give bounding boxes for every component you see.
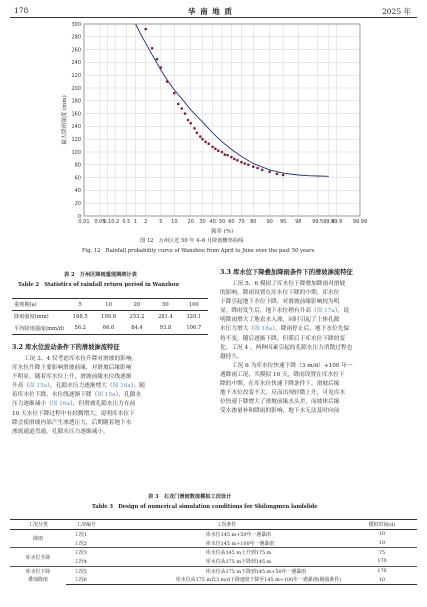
table-cell: 320.1 [186, 313, 202, 320]
table-cell: 100 [180, 299, 208, 311]
y-tick-label: 240 [71, 60, 81, 67]
figure-link[interactable]: 图 16a [112, 383, 131, 390]
table-cell: 199.8 [101, 313, 117, 320]
data-point [244, 162, 247, 165]
x-tick-label: 99.5 [312, 219, 324, 225]
table3-title-cn: 表 3 石龙门滑坡数值模拟工况设计 [148, 494, 232, 500]
table-header-cell: 工况分类 [10, 520, 66, 530]
text-line [220, 307, 417, 316]
text-span: ）；随 [130, 383, 145, 390]
table-row [10, 539, 417, 548]
data-point [184, 112, 187, 115]
table-header-row [12, 299, 208, 311]
data-point [276, 173, 279, 176]
data-point [268, 171, 271, 174]
table-cell: 56.2 [66, 323, 94, 335]
page-year: 2025 年 [382, 7, 411, 16]
y-axis-label: 最大降雨强度 (mm) [62, 95, 68, 145]
table-row [10, 575, 417, 584]
x-tick-label: 95 [279, 219, 287, 225]
table-cell: 平均降雨强度(mm/d) [12, 323, 66, 335]
x-tick-label: 0.1 [103, 219, 112, 225]
y-tick-label: 60 [74, 175, 81, 182]
data-point [181, 107, 184, 110]
text-line: 降的中期。在库水位快速下降条件下，滑坡后缘 [220, 381, 340, 388]
table-cell: 10 [378, 540, 386, 547]
text-line: 位快速下降增大了滑坡前缘水头差，而坡体后缘 [220, 399, 340, 406]
text-line: 工况 5、6 模拟了库水位下降叠加降雨对滑坡 [232, 281, 346, 287]
figure-link[interactable]: 图 18a [254, 326, 273, 333]
text-span: ），但滑坡孔隙水压力在前 [69, 401, 136, 408]
table-row [12, 323, 208, 335]
table2-title-cn: 表 2 万州区降雨重现期统计表 [64, 272, 137, 278]
y-tick-label: 260 [71, 47, 81, 54]
x-tick-label: 40 [209, 219, 216, 225]
text-span: ），孔隙水压力逐渐增大（ [47, 383, 113, 390]
y-tick-label: 220 [71, 73, 81, 79]
figure-link[interactable]: 图 15a [97, 392, 116, 399]
table-cell: 50 [151, 299, 179, 311]
table-cell: 工况1 [74, 531, 87, 538]
data-point [224, 153, 227, 156]
data-point [247, 164, 250, 167]
rainfall-probability-chart [0, 0, 427, 240]
data-point [252, 165, 255, 168]
table-cell: 库水位从175 m以3 m/d下降速度下降至145 m+100年一遇暴雨(极端条件) [106, 575, 347, 584]
table-header-cell: 工况条件 [106, 520, 347, 530]
data-point [230, 156, 233, 159]
table2 [12, 298, 208, 335]
table-cell: 工况2 [74, 540, 87, 547]
y-tick-label: 40 [74, 188, 81, 195]
figure-link[interactable]: 图 17a [316, 308, 335, 315]
data-point [199, 135, 202, 138]
y-tick-label: 100 [71, 149, 81, 156]
table-cell: 10 [378, 531, 386, 538]
text-line: 渗流通道贯通，孔隙水压力逐渐减小。 [12, 428, 109, 435]
y-tick-label: 160 [71, 111, 81, 118]
table-row [10, 566, 417, 575]
data-point [193, 127, 196, 130]
table-row [12, 311, 208, 323]
text-line: 不明显。随着库水位上升，滑坡前缘水位线逐渐 [12, 374, 132, 381]
data-point [256, 167, 259, 170]
fitted-curve-line [136, 24, 329, 176]
x-axis-label: 频率 (%) [210, 229, 234, 235]
x-tick-label: 30 [199, 219, 206, 225]
data-point [214, 148, 217, 151]
x-tick-label: 0.2 [111, 219, 120, 225]
table-cell: 281.4 [157, 313, 173, 320]
text-line: 下降引起地下水位下降，对滑坡前缘影响较为明 [220, 299, 340, 306]
text-line: 明降雨增大了地表水入渗，同时引起了土体孔隙 [220, 317, 340, 324]
x-tick-label: 0.01 [78, 219, 90, 225]
data-point [204, 141, 207, 144]
table-cell: 84.4 [123, 323, 151, 335]
data-point [189, 122, 192, 125]
text-line: 受水渗量补和降雨的影响，地下水无法及时向前 [220, 408, 340, 415]
text-span: 水压力增大（ [220, 326, 255, 333]
data-point [201, 138, 204, 141]
text-line: 地下水位改变不大，反而出现轻微上升，可见库水 [220, 390, 346, 397]
x-tick-label: 0.05 [94, 219, 106, 225]
x-tick-label: 99.8 [323, 219, 335, 225]
x-tick-label: 98 [295, 219, 302, 225]
data-point [236, 159, 239, 162]
text-line: 库水位升降主要影响滑坡前缘，对滑坡后缘影响 [12, 365, 132, 372]
x-tick-label: 5 [159, 219, 163, 225]
y-tick-label: 120 [71, 137, 81, 143]
table-cell: 工况5 [66, 566, 106, 575]
table-cell: 10 [347, 575, 417, 584]
table-cell: 5 [66, 299, 94, 311]
table-header-row [10, 520, 417, 530]
data-point [156, 58, 159, 61]
text-span: ），说 [334, 308, 350, 315]
x-tick-label: 1 [134, 219, 138, 225]
section-3-3-heading: 3.3 库水位下降叠加降雨条件下的滑坡渗流特征 [220, 269, 353, 276]
data-point [226, 154, 229, 157]
x-tick-label: 99.9 [331, 219, 343, 225]
data-point [144, 28, 147, 31]
y-tick-label: 300 [71, 21, 81, 28]
data-point [196, 132, 199, 135]
data-point [261, 169, 264, 172]
data-point [211, 146, 214, 149]
text-span: 压力逐渐减小（ [12, 401, 52, 408]
data-point [240, 161, 243, 164]
text-line [12, 382, 208, 391]
table3-title-en: Table 3 Design of numerical simulation conditions for Shilongmen landslide [92, 504, 318, 510]
data-point [217, 149, 220, 152]
journal-title: 华 南 地 质 [188, 7, 233, 16]
table-cell: 库水位从175 m下降到145 m [206, 558, 272, 565]
table-cell: 10 [94, 299, 122, 311]
x-tick-label: 10 [171, 219, 178, 225]
text-span: ）。降雨停止后，地下水位先保 [272, 326, 350, 333]
table-cell: 106.7 [180, 323, 208, 335]
figure-link[interactable]: 图 16a [51, 401, 70, 408]
text-line: 化。工况 4 ，两种因素引起的孔隙水压力消散过程也 [220, 344, 353, 351]
table-cell: 66.6 [94, 323, 122, 335]
x-tick-label: 50 [218, 219, 226, 225]
text-line: 越持久。 [220, 353, 243, 360]
x-tick-label: 80 [250, 219, 257, 225]
y-tick-label: 200 [71, 85, 81, 92]
text-line: 持不变，随后逐渐下降，但滞后于库水位下降的变 [220, 335, 346, 342]
data-point [151, 47, 154, 50]
table-cell: 降雨 [33, 536, 43, 543]
text-span: 显。降雨发生后，地下水位稍有升高（ [220, 308, 317, 315]
table-header-cell: 模拟时间(d) [347, 520, 417, 530]
table2-title-en: Table 2 Statistics of rainfall return period in Wanzhou [18, 282, 179, 288]
table-cell: 工况6 [66, 575, 106, 584]
text-line: 的影响，降雨设置在库水位下降的中期。库水位 [220, 290, 340, 297]
data-point [207, 142, 210, 145]
x-tick-label: 20 [187, 219, 194, 225]
table-cell: 库水位从175 m下降到145 m+50年一遇暴雨 [106, 566, 347, 575]
x-tick-label: 90 [266, 219, 273, 225]
section-3-3-body [220, 280, 417, 416]
table-cell: 253.2 [129, 313, 145, 320]
text-line: 遇降雨工况，共模拟 10 天，降雨设置在库水位下 [220, 371, 345, 378]
text-line [12, 391, 208, 400]
y-tick-label: 140 [71, 124, 81, 131]
data-point [233, 158, 236, 161]
table-cell: 93.8 [151, 323, 179, 335]
text-line [220, 325, 417, 334]
table-cell: 工况3 [66, 548, 106, 557]
text-line [12, 400, 208, 409]
data-point [177, 103, 180, 106]
y-tick-label: 180 [71, 98, 81, 105]
y-tick-label: 280 [71, 34, 81, 41]
table-cell: 库水位下降 叠加降雨 [10, 566, 66, 584]
table-header-cell: 工况编号 [66, 520, 106, 530]
figure-caption-en: Fig. 12 Rainfall probability curve of Wanzhou from April to June over the past 50 years [82, 248, 315, 254]
table-row [10, 557, 417, 566]
table3 [10, 519, 417, 585]
table-row [10, 530, 417, 539]
table-cell: 20 [123, 299, 151, 311]
table-row [10, 548, 417, 557]
x-tick-label: 60 [228, 219, 235, 225]
table-cell: 库水位升降 [10, 548, 66, 566]
text-line: 工况 3、4 仅考虑库水位升降对滑坡的影响。 [24, 356, 138, 362]
data-point [160, 66, 163, 69]
figure-caption-cn: 图 12 万州区近 50 年 4–6 月降雨概率曲线 [140, 238, 244, 244]
text-span: 升高（ [12, 383, 30, 390]
data-point [221, 151, 224, 154]
y-tick-label: 80 [74, 162, 81, 169]
text-line: 工况 6 为库水位快速下降（3 m/d）+100 年一 [232, 362, 353, 369]
x-tick-label: 2 [144, 219, 148, 225]
y-tick-label: 20 [74, 201, 81, 207]
table-cell: 重现期(a) [12, 299, 66, 311]
text-span: ），孔隙水 [115, 392, 142, 399]
section-3-2-body [12, 355, 208, 437]
text-span: 着库水位下降，水位线逐渐下降（ [12, 392, 98, 399]
figure-link[interactable]: 图 15a [29, 383, 48, 390]
text-line: 10 天水位下降过程中有轻微增大，说明库水位下 [12, 410, 135, 417]
table-cell: 工况4 [74, 558, 87, 565]
table-cell: 75 [347, 548, 417, 557]
data-point [173, 92, 176, 95]
data-point [187, 119, 190, 122]
table-cell: 170 [377, 558, 387, 565]
page-number: 178 [14, 6, 29, 15]
y-tick-label: 0 [77, 213, 81, 220]
data-point [282, 174, 285, 177]
table-cell: 170 [347, 566, 417, 575]
table-cell: 库水位从145 m上升到175 m [106, 548, 347, 557]
table-cell: 库水位145 m+50年一遇暴雨 [206, 531, 271, 538]
table-cell: 168.5 [72, 313, 88, 320]
section-3-2-heading: 3.2 库水位波动条件下的滑坡渗流特征 [12, 344, 120, 351]
text-line: 降会使滑坡内部产生渗透压力，后期随着地下水 [12, 419, 132, 426]
data-point [166, 80, 169, 83]
x-tick-label: 99.99 [352, 219, 368, 225]
x-tick-label: 0.5 [122, 219, 131, 225]
table-cell: 降雨强度(mm) [14, 314, 49, 321]
x-tick-label: 70 [238, 219, 245, 225]
table-cell: 库水位145 m+100年一遇暴雨 [206, 540, 275, 547]
